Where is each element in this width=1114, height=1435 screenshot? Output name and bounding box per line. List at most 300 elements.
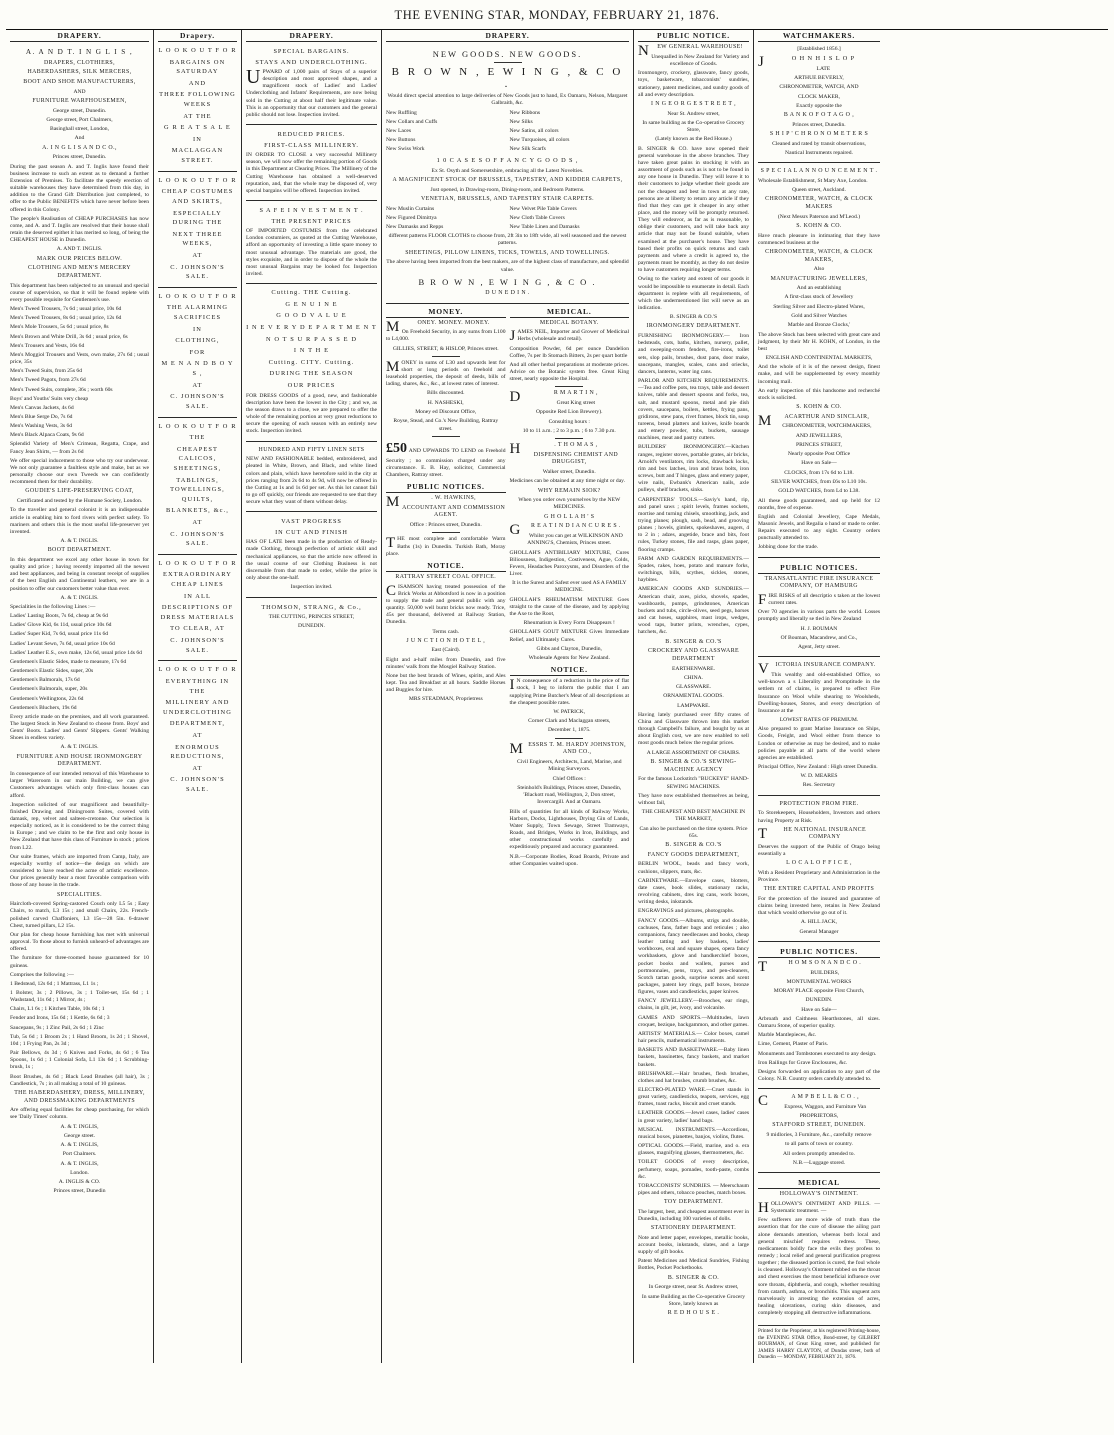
reduced-prices-head: REDUCED PRICES.: [277, 131, 346, 139]
sec-1-tail: To the traveller and general colonist it is an indispensable article in enabling him to ford rivers with perfect safety. To mariners and others this is the most useful life-preserver yet invented.: [10, 507, 149, 535]
sec-4-text-2: Our plan for cheap house furnishing has met with universal approval. To those about to furnish unheard-of advantages are offered.: [10, 931, 149, 953]
sec-0-item-1: Men's Tweed Trousers, 8s 6d ; usual price, 12s 6d: [10, 315, 122, 322]
column-4-drapery-wide: [382, 30, 634, 1363]
public-notices-header-left: PUBLIC NOTICES.: [386, 481, 506, 493]
ad-thomson-strang: [246, 600, 377, 636]
dropcap-t-2: T: [758, 825, 768, 842]
present-prices-head: THE PRESENT PRICES: [271, 217, 352, 225]
genuine-line-4: N O T S U R P A S S E D: [265, 335, 358, 343]
dr-martin-name: R M A R T I N ,: [553, 390, 598, 397]
safe-investment-body: OF IMPORTED COSTUMES from the celebrated London costumiers, as quoted at the Cutting Warehouse, afford an opportunity of investing a little spare money to most unusual advantage. The materials are good, the styles exquisite, and in order to dispose of the whole the most unusual Bargains may be looked for. Inspection invited.: [246, 228, 377, 277]
brushware: BRUSHWARE.—Hair brushes, flesh brushes, clothes and hat brushes, crumb brushes, &c.: [638, 1070, 749, 1084]
lookout-1-line-3: THREE FOLLOWING WEEKS: [159, 91, 236, 109]
signoff-7: Princes street, Dunedin: [53, 1188, 106, 1195]
local-office: L O C A L O F F I C E ,: [786, 860, 852, 867]
sec-0-item-6: Men's Tweed Suits, from 25s 6d: [10, 368, 82, 375]
thomson-line-3: DUNEDIN.: [805, 997, 833, 1004]
thomson-body: Arbroath and Caithness Hearthstones, all sizes. Oamaru Stone, of superior quality.: [758, 1016, 880, 1030]
sec-2-signature: A. & T. INGLIS.: [60, 594, 99, 601]
holloways-title-text: OLLOWAY'S OINTMENT AND PILLS. — Systematic treatment. —: [770, 1200, 880, 1215]
goods-left-0: New Ruffling: [386, 109, 417, 116]
hislop-sub: LATE: [816, 65, 831, 72]
column-3-header: DRAPERY.: [246, 30, 377, 42]
victoria-sig-2: W. D. MEARES: [800, 773, 838, 780]
farm-garden: FARM AND GARDEN REQUIREMENTS.—Spades, rakes, hoes, potato and manure forks, switchings, bills, scythes, sickles, stones, haybites.: [638, 555, 749, 584]
macarthur-line-1: AND JEWELLERS,: [795, 432, 843, 439]
lookout-1-line-2: AND: [188, 79, 207, 87]
fancy-goods-body: Ex St. Osyth and Somersetshire, embracing all the Latest Novelties.: [431, 167, 584, 174]
holloways-body: Few sufferers are more wide of truth than the assertion that for the cure of disease the ailing part alone demands attention, whereas both local and general mischief requires redress. These, medicaments boldly face the evils they profess to remedy ; local relief and general purification progress together ; the diseased portion is cured, the foul whole is cleansed. Holloway's Ointment rubbed on the throat and chest exercises the most beneficial influence over sore throats, diphtheria, and cough, whether resulting from catarrh, asthma, or bronchitis. This unguent acts marvelously in arresting the extension of acres, healing ulcerations, curing skin diseases, and completely stopping all destructive inflammations.: [758, 1217, 880, 1317]
victoria-sig: Principal Office, New Zealand : High street Dunedin.: [758, 764, 878, 771]
floor-cloths-body: different patterns FLOOR CLOTHS to choose from, 2ft 3in to 18ft wide, all well seasoned and the newest patterns.: [388, 233, 627, 247]
signoff-5: London.: [70, 1169, 89, 1176]
money-title: [386, 318, 506, 335]
genuine-body: FOR DRESS GOODS of a good, new, and fashionable description have been the lowest in the City ; and we, as the season draws to a close, we are prepared to offer the whole of the remaining portion at very great reductions to secure the opening of each season with an entirely new stock. Inspection invited.: [246, 392, 377, 435]
dr-martin-sub: Great King street: [556, 400, 596, 406]
column-2-drapery: [154, 30, 242, 1363]
macarthur-name: ACARTHUR AND SINCLAIR,: [784, 413, 870, 420]
hardy-johnston-nb: N.B.—Corporate Bodies, Road Boards, Private and other Companies waited upon.: [509, 853, 629, 867]
macarthur-line-2: PRINCES STREET,: [796, 441, 842, 448]
sec-4-item-3: Fender and Irons, 15s 6d ; 1 Kettle, 6s 6d ; 3: [10, 1015, 110, 1022]
ghollahs-head: G H O L L A H ' S: [544, 513, 595, 520]
column-3-drapery: [242, 30, 382, 1363]
crockery-tail-2: A LARGE ASSORTMENT OF CHAIRS.: [646, 749, 741, 756]
sewing-machine-tail-3: Can also be purchased on the time system. Price 65s.: [639, 825, 748, 839]
dropcap-m-5: M: [758, 412, 772, 429]
dropcap-j: J: [509, 328, 516, 345]
lookout-ad-5: [158, 557, 237, 661]
columns-container: [0, 30, 1114, 1363]
dropcap-m: M: [386, 318, 400, 335]
james-neil-body-2: And all other herbal preparations at moderate prices. Advice on the Botanic system free. Great King street, nearly opposite the Hospital.: [509, 361, 629, 383]
lookout-3-line-7: C. JOHNSON'S SALE.: [170, 393, 225, 410]
signoff-4: A. & T. INGLIS,: [60, 1160, 99, 1167]
national-sig: A. HILL JACK,: [800, 919, 838, 926]
transatlantic-title-text: IRE RISKS of all descriptio s taken at the lowest current rates.: [768, 592, 880, 607]
divider-3: [432, 436, 460, 437]
coal-office-sub: RATTRAY STREET COAL OFFICE.: [395, 573, 497, 580]
genuine-line-1: G E N U I N E: [285, 300, 338, 308]
sec-2-item-3: Ladies' Levant Sewn, 7s 6d, usual price 10s 6d: [10, 640, 115, 647]
dr-martin-hours: 10 to 11 a.m. ; 2 to 3 p.m. ; 6 to 7.30 p.m.: [522, 427, 616, 434]
genuine-line-8: OUR PRICES: [287, 382, 336, 389]
victoria-title: [758, 661, 880, 678]
notice-header-coal: NOTICE.: [386, 560, 506, 572]
fancy-goods-dept-head: B. SINGER & CO.'S: [665, 842, 722, 849]
divider-5: [555, 386, 583, 387]
thomson-tail-2: DUNEDIN.: [298, 623, 325, 630]
ad-brown-ewing: [386, 44, 629, 304]
sec-0-item-11: Men's Blue Serge Do, 7s 6d: [10, 414, 73, 421]
divider: [494, 62, 522, 63]
kohn-body-17: An early inspection of this handsome and recherché stock is solicited.: [758, 387, 880, 401]
thomson-signature: THOMSON, STRANG, & Co.,: [261, 603, 362, 611]
lookout-4-line-1: THE: [189, 434, 206, 442]
transatlantic-title: [758, 593, 880, 607]
junction-hotel-tail: None but the best brands of Wines, spirits, and Ales kept. Tea and Breakfast at all hours. Saddle Horses and Buggies for hire.: [386, 673, 506, 694]
sec-2-sub: Specialities in the following Lines :—: [10, 603, 96, 610]
hislop-line-1: CHRONOMETER, WATCH, AND: [779, 84, 859, 91]
public-notices-header: PUBLIC NOTICES.: [758, 562, 880, 574]
crockery-tail: Having lately purchased over fifty crates of China and Glassware thrown into this market through Campbell's failure, and bought by us at about English cost, we are now enabled to sell most goods much below the regular prices.: [638, 711, 749, 747]
campbell-line-4: to all parts of town or country.: [785, 1141, 853, 1148]
goods-left-2: New Laces: [386, 127, 412, 134]
sec-3-text-2: .Inspection solicited of our magnificent and beautifully-finished Drawing and Diningroom Suites, covered with damask, rep, velvet and salteen-cretonne. Our selection is especially noticed, as it is considered to be the correct thing in Europe ; and we claim to be the first and only house in New Zealand that have this class of Furniture in stock ; prices from L22.: [10, 801, 149, 851]
hardy-johnston-tail-2: Steinhold's Buildings, Princes street, Dunedin, 'Blackott road, Wellington, 2, Don street, Invercargill. And at Oamaru.: [517, 784, 622, 806]
signoff-3: Port Chalmers.: [62, 1151, 97, 1158]
ad-vast-progress: [246, 514, 377, 597]
sec-4-item-0: 1 Bedstead, 12s 6d ; 1 Mattrass, L1 1s ;: [10, 980, 99, 987]
hislop-line-8: Nautical Instruments repaired.: [785, 149, 853, 156]
lookout-3-line-4: FOR: [189, 348, 206, 356]
cures-item-4: GHOLLAH'S GOUT MIXTURE Gives Immediate Relief, and Ultimately Cures.: [509, 629, 629, 643]
linen-sets-head: HUNDRED AND FIFTY LINEN SETS: [258, 446, 365, 453]
cures-item-0: GHOLLAH'S ANTIBILIARY MIXTURE, Cures Biliousness, Indigestion, Costiveness, Ague, Colds, Fevers, Headaches Paroxysms, and Disorders of the Liver.: [509, 549, 629, 578]
lookout-5-line-2: IN ALL: [183, 592, 211, 600]
column-5-public-notice: [634, 30, 754, 1363]
campbell-body: N.B.—Luggage stored.: [792, 1159, 846, 1166]
lookout-5-line-1: EXTRAORDINARY CHEAP LINES: [163, 571, 232, 589]
ad-victoria-insurance: [758, 659, 880, 795]
holloways-title: [758, 1201, 880, 1215]
crockery-head: B. SINGER & CO.'S: [665, 638, 722, 645]
national-name: HE NATIONAL INSURANCE COMPANY: [783, 826, 867, 841]
thomson-line-0: BUILDERS,: [810, 969, 840, 976]
patrick-sig-3: December 1, 1875.: [547, 727, 591, 734]
h-thomas-sub-2: Walker street, Dunedin.: [542, 469, 596, 476]
indian-cures-name: R E A T I N D I A N C U R E S .: [530, 523, 621, 530]
ad-holloways: [758, 1175, 880, 1322]
h-thomas-tail: Medicines can be obtained at any time night or day.: [509, 478, 626, 485]
hawkins-sub: ACCOUNTANT AND COMMISSION AGENT.: [402, 504, 506, 519]
lookout-1-line-6: IN: [193, 135, 202, 143]
transatlantic-body-2: Over 70 agencies in various parts the world. Losses promptly and liberally se tled in New Zealand: [758, 609, 880, 623]
dr-martin-sub-2: Opposite Red Lion Brewery).: [536, 409, 603, 416]
hardy-johnston-name: ESSRS T. M. HARDY JOHNSTON, AND CO.,: [528, 741, 627, 756]
kohn-sig-2: S. KOHN & CO.: [796, 404, 842, 411]
sec-1-text: Certificated and tested by the Humane Society, London.: [16, 498, 143, 505]
engravings: ENGRAVINGS and pictures, photographs.: [638, 908, 735, 915]
new-goods-lists: [386, 110, 629, 156]
sec-4-item-4: Saucepans, 9s ; 1 Zinc Pail, 2s 6d ; 1 Zinc: [10, 1024, 104, 1031]
macarthur-line-7: GOLD WATCHES, from Ld to L38.: [778, 488, 860, 495]
lookout-6-line-6: AT: [192, 764, 203, 772]
james-neil-title: [510, 329, 630, 343]
carpets-body: Just opened, in Drawing-room, Dining-room, and Bedroom Patterns.: [430, 186, 585, 193]
reduced-prices-body: IN ORDER TO CLOSE a very successful Millinery season, we will now offer the remaining portion of Goods in this Department at Clearing Prices. The Millinery of the Cutting Warehouse has obtained a well-deserved reputation, and, that the whole may be disposed of, very special bargains will be offered. Inspection invited.: [246, 152, 378, 194]
crockery-item-3: ORNAMENTAL GOODS.: [663, 693, 724, 700]
american-goods: AMERICAN GOODS AND SUNDRIES.—American chair, axes, picks, shovels, spades, washboards, pumps, grindstones, American buckets and tubs, circle-olives, seed pegs, horses and cat hoses, sapphires, mast irops, wedges, wood taps, butter prints, wrenches, cypes, hatchets, &c.: [638, 586, 749, 636]
lookout-4-line-5: AT: [192, 518, 203, 526]
inglis-title-3: HABERDASHERS, SILK MERCERS,: [27, 69, 132, 76]
stationery-body: Note and letter paper, envelopes, metallic books, account books, inkstands, slates, and a large supply of gift books.: [638, 1234, 749, 1256]
kohn-body-5: Have much pleasure in intimating that they have commenced business at the: [758, 232, 880, 246]
sec-4-tail-2: Are offering equal facilities for cheap purchasing, for which see 'Daily Times' column.: [10, 1107, 149, 1121]
singer-signature: B. SINGER & CO.'S: [669, 314, 718, 321]
carpets-head: A MAGNIFICENT STOCK OF BRUSSELS, TAPESTRY, AND KIDDER CARPETS,: [392, 177, 623, 184]
thomson-line-1: MONTUMENTAL WORKS: [786, 978, 852, 985]
stationery-tail: Patent Medicines and Medical Sundries, Fishing Bottles, Pocket Pocketbooks.: [638, 1258, 749, 1272]
kohn-body-11: Sterling Silver and Electro-plated Wares,: [773, 303, 865, 310]
macarthur-body-18: All these goods guaranteed, and up held for 12 months, free of expense.: [758, 497, 880, 511]
money-signature: GILLIES, STREET, & HISLOP, Princes street.: [392, 345, 499, 352]
money-body: On Freehold Security, in any sums from L100 to L4,000.: [386, 329, 506, 343]
campbell-line-1: PROPRIETORS,: [799, 1113, 839, 1120]
thomson-body-4: Monuments and Tombstones executed to any design.: [758, 1050, 877, 1057]
sec-4-sub: Comprises the following :—: [10, 971, 74, 978]
goods-right-1: New Silks: [509, 118, 533, 125]
ad-genuine-value: [246, 286, 377, 441]
sec-0-item-9: Boys' and Youths' Suits very cheap: [10, 395, 89, 402]
protection-fire-head: PROTECTION FROM FIRE.: [779, 800, 859, 807]
dropcap-m-4: M: [509, 740, 524, 757]
campbell-line-5: All orders promptly attended to.: [783, 1150, 855, 1157]
national-body-2: Deserves the support of the Public of Otago being essentially a: [758, 844, 880, 858]
lookout-4-line-0: L O O K O U T F O R: [158, 422, 237, 430]
lookout-2-line-5: C. JOHNSON'S SALE.: [170, 263, 225, 281]
money-2-sig-4: Royse, Stead, and Co.'s New Building, Rattray street.: [393, 418, 499, 432]
singer-final-body: In George street, near St. Andrew street,: [648, 1284, 739, 1291]
dropcap-h-2: H: [758, 1199, 769, 1216]
inglis-sub-4: And: [74, 135, 85, 142]
lookout-6-line-4: AT: [192, 731, 203, 739]
goods-right-4: New Silk Scarfs: [509, 146, 546, 153]
sec-1-head: GOUDIE'S LIFE-PRESERVING COAT,: [25, 488, 134, 495]
lookout-3-line-6: AT: [192, 381, 203, 389]
goods-left-4: New Swiss Work: [386, 146, 425, 153]
ad-campbell-co: [758, 1091, 880, 1173]
macarthur-line-0: CHRONOMETER, WATCHMAKERS,: [782, 423, 872, 430]
lookout-3-line-2: IN: [193, 325, 202, 333]
lookout-ad-1: [158, 44, 237, 172]
sec-0-item-8: Men's Tweed Suits, complete, 36s ; worth 60s: [10, 386, 113, 393]
lookout-6-line-0: L O O K O U T F O R: [158, 666, 237, 674]
hawkins-title: [386, 494, 506, 511]
macarthur-line-3: Nearly opposite Post Office: [787, 451, 851, 458]
musical-instruments: MUSICAL INSTRUMENTS.—Accordions, musical boxes, pianettes, banjos, violins, flutes.: [638, 1126, 749, 1140]
special-bargains-head: SPECIAL BARGAINS.: [273, 48, 350, 55]
macarthur-body-20: Jobbing done for the trade.: [758, 544, 819, 551]
george-street-sub: Near St. Andrew street,: [667, 110, 720, 117]
campbell-name: A M P B E L L & C O . ,: [791, 1094, 860, 1101]
new-warehouse-name: EW GENERAL WAREHOUSE!: [657, 44, 744, 50]
goods-right-0: New Ribbons: [509, 109, 541, 116]
sec-0-item-13: Men's Black Alpaca Coats, 9s 6d: [10, 432, 84, 439]
campbell-line-2: STAFFORD STREET, DUNEDIN.: [772, 1122, 866, 1129]
patrick-sig-2: Corner Clark and Maclaggan streets,: [528, 718, 611, 725]
hardy-johnston-sub: Civil Engineers, Architects, Land, Marine, and Mining Surveyors.: [516, 759, 622, 773]
turkish-bath-body: [386, 536, 506, 557]
dropcap-d: D: [509, 389, 521, 406]
curtains-left-0: New Muslin Curtains: [386, 205, 435, 212]
sec-0-item-10: Men's Canvas Jackets, 4s 6d: [10, 404, 74, 411]
sec-2-item-7: Gentlemen's Balmorals, 17s 6d: [10, 677, 80, 684]
sec-0-item-14: Splendid Variety of Men's Crimean, Regatta, Crape, and Fancy Jean Shirts, — from 2s 6d: [10, 441, 149, 455]
transatlantic-name: TRANSATLANTIC FIRE INSURANCE COMPANY, OF HAMBURG: [764, 575, 874, 590]
inglis-sub-3: Basinghall street, London,: [49, 126, 110, 133]
furnishing-ironmongery: FURNISHING IRONMONGERY.— Iron bedsteads, cots, baths, kitchen, nursery, pallet, and sweeping-room fenders, fire-irons, toilet sets, slop pails, brushes, dust pans, door make, saucepans, mangles, scales, cans and oriecks, dancers, lanterns, water ing cans.: [638, 333, 749, 375]
curtains-left-1: New Figured Dimittya: [386, 214, 437, 221]
hawkins-tail: Office : Princes street, Dunedin.: [409, 522, 482, 529]
ad-thomson-builders: [758, 944, 880, 1089]
sec-4-text: Haircloth-covered Spring-castored Couch only L5 5s ; Easy Chairs, to match, L3 15s ; and small Chairs, 22s. French-polished carved Chaffoniers, L3 15s—28 5in. 6-drawer Chest, turned pillars, L2 15s.: [10, 901, 149, 929]
inglis-sub-1: George street, Dunedin.: [52, 107, 107, 114]
lookout-2-line-1: CHEAP COSTUMES AND SKIRTS,: [161, 188, 234, 205]
stationery-dept-head: STATIONERY DEPARTMENT.: [650, 1225, 737, 1232]
crockery-item-2: GLASSWARE.: [676, 684, 711, 691]
genuine-line-3: I N E V E R Y D E P A R T M E N T: [246, 323, 377, 331]
divider-7: [555, 738, 583, 739]
lookout-1-line-4: AT THE: [183, 112, 212, 120]
sec-4-item-5: Tub, 5s 6d ; 1 Broom 2s ; 1 Hand Broom, 1s 2d ; 1 Shovel, 10d ; 1 Frying Pan, 2s 3d ;: [10, 1033, 149, 1047]
sec-0-text: This department has been subjected to an unusual and special course of supervision, so that it will be found replete with every possible requisite for Gentlemen's use.: [10, 282, 149, 303]
money-2-body: [386, 360, 506, 389]
sewing-machine-head: B. SINGER & CO.'S SEWING-MACHINE AGENCY: [650, 758, 737, 773]
kohn-body-9: And an establishing: [796, 285, 842, 292]
dropcap-m-3: M: [386, 494, 400, 511]
lookout-6-line-5: ENORMOUS REDUCTIONS,: [170, 743, 225, 761]
sec-2-item-10: Gentlemen's Bluchers, 19s 6d: [10, 704, 77, 711]
sec-2-item-4: Ladies' Leather E.S., own make, 12s 6d, usual price 14s 6d: [10, 649, 142, 656]
new-goods-right: [510, 110, 630, 156]
money-header: MONEY.: [386, 306, 506, 318]
kohn-body-15: ENGLISH AND CONTINENTAL MARKETS,: [765, 355, 873, 361]
campbell-line-3: 9 midlories, 3 Furniture, &c., carefully remove: [766, 1132, 872, 1139]
macarthur-line-4: Have on Sale—: [801, 460, 837, 467]
fancy-goods-list: FANCY GOODS.—Albums, strigs and double, cachuses, fans, father bags and reticules ; also companions, fancy needlecases and books, cheap leather tatting and key baskets, ladies' workboxes, oval and square shapes, opera fancy workbaskets, glove and handkerchief boxes, pocket books and wallets, purses and portmonnaies, pens, trays, and pen-cleaners, Scotch tartan goods, surprise scents and scent packages, patent key rings, puff boxes, bronze figures, vases and candlesticks, paper knives.: [638, 917, 749, 996]
lookout-1-line-1: BARGAINS ON SATURDAY: [169, 58, 226, 76]
lookout-ad-4: [158, 420, 237, 555]
ad-special-bargains: [246, 44, 377, 125]
sec-1-signature: A. & T. INGLIS.: [60, 537, 99, 544]
hawkins-name: . W. HAWKINS,: [431, 495, 477, 502]
safe-investment-head: S A F E I N V E S T M E N T .: [259, 207, 364, 215]
patrick-sig: W. PATRICK,: [553, 708, 586, 715]
lookout-4-line-4: BLANKETS, &c.,: [166, 507, 229, 515]
hislop-name: O H N H I S L O P: [791, 55, 856, 63]
money-2-sig-3: Money ed Discount Office,: [415, 408, 477, 415]
fifty-pounds-body: [386, 440, 506, 479]
vast-progress-body: HAS OF LATE been made in the production of Ready-made Clothing, through perfection of artistic skill and mechanical appliances, so that the article now offered in the usual course of our Clothing Business is not discernable from that made to order, while the price is only about the one-half.: [246, 539, 377, 582]
new-medicines-body: When you order own yourselves by the NEW MEDICINES.: [518, 497, 621, 511]
hislop-line-5: Princes street, Dunedin.: [792, 121, 846, 128]
patrick-body: [510, 678, 630, 707]
sewing-machine-tail-2: THE CHEAPEST AND BEST MACHINE IN THE MARKET,: [641, 809, 746, 823]
optical-goods: OPTICAL GOODS.—Field, marine, and o. era glasses, magnifying glasses, thermometers, &c.: [638, 1143, 749, 1157]
kohn-body-3: CHRONOMETER, WATCH, & CLOCK MAKERS: [765, 196, 873, 210]
national-body-5: THE ENTIRE CAPITAL AND PROFITS: [763, 886, 875, 893]
inglis-sub-6: Princes street, Dunedin.: [52, 154, 107, 161]
lookout-5-line-0: L O O K O U T F O R: [158, 559, 237, 567]
brown-ewing-city: D U N E D I N .: [485, 289, 530, 296]
singer-final-body-2: In same Building as the Co-operative Grocery Store, lately known as: [641, 1293, 746, 1307]
dropcap-h: H: [509, 441, 521, 458]
lookout-2-line-4: AT: [192, 251, 203, 259]
signoff-0: A. & T. INGLIS,: [60, 1123, 99, 1130]
vast-progress-tail: Inspection invited.: [290, 584, 333, 591]
sec-0-tail: We offer special inducement to those who try our underwear. We not only guarantee a faultless style and make, but as we personally choose our own Tweeds we can confidently recommend them for their durability.: [10, 457, 149, 486]
ad-national-insurance: [758, 798, 880, 942]
crockery-item-4: LAMPWARE.: [677, 702, 710, 709]
kohn-body-13: Marble and Bronze Clocks,': [787, 322, 851, 329]
money-2-sig-2: H. NASHESKI,: [427, 399, 464, 406]
builders-ironmongery: BUILDERS' IRONMONGERY.—Kitchen ranges, register stoves, portable grates, air bricks, Arnold's ventilators, rim locks, drawback locks, rim and box latches, iron and brass bolts, iron screws, butt and T hinges, glass and emery paper, wire nails, Ewbank's American nails, axle pulleys, shelf brackets, sinks.: [638, 444, 749, 494]
ad-john-hislop: [758, 44, 880, 163]
column-1-drapery: [6, 30, 154, 1363]
games-sports: GAMES AND SPORTS.—Multitudes, lawn croquet, bezique, backgammon, and other games.: [638, 1014, 749, 1028]
kohn-body-4: (Next Messrs Paterson and M'Leod.): [777, 213, 861, 220]
curtains-lists: [386, 206, 629, 233]
brown-ewing-brand: B R O W N , E W I N G , & C O .: [391, 66, 624, 90]
subcolumn-money: [386, 306, 506, 870]
divider-6: [555, 438, 583, 439]
national-title: [758, 827, 880, 842]
dropcap-g: G: [509, 522, 521, 539]
h-thomas-sub: DISPENSING CHEMIST AND DRUGGIST,: [533, 451, 619, 466]
dropcap-t-3: T: [758, 959, 768, 976]
money-title-text: ONEY. MONEY. MONEY.: [417, 319, 490, 326]
tobacconists-sundries: TOBACCONISTS' SUNDRIES. — Meerschaum pipes and others, tobacco pouches, match boxes.: [638, 1182, 749, 1197]
sec-2-item-2: Ladies' Super Kid, 7s 6d, usual price 11s 6d: [10, 631, 109, 638]
sec-0-item-12: Men's Washing Vests, 3s 6d: [10, 423, 73, 430]
lookout-4-line-3: TABLINGS, TOWELLINGS, QUILTS,: [170, 476, 225, 503]
carpenters-tools: CARPENTERS' TOOLS.—Saviy's hand, rip, and panel saws ; spirit levels, frames sockets, mortise and turning chisels, smoothing, jack, and trying planes; plough, sash, bead, and grooving planes ; hovels, gimlets, spokeshaves, augers, 4 to 2 in ; adzes, angetide, brace and bits, foot rules, Turkey stones, file and rasps, glass paper, flooring cramps.: [638, 496, 749, 553]
indian-cures-body: Whilst you can get at WILKINSON AND ANNING'S, Chemists, Princes street.: [527, 533, 623, 547]
goods-right-2: New Satins, all colors: [509, 127, 559, 134]
inglis-title-5: AND: [73, 88, 86, 95]
sec-4-item-6: Pair Bellows, 4s 3d ; 6 Knives and Forks, 4s 6d ; 6 Tea Spoons, 1s 6d ; 1 Colonial Sofa, L1 13s 6d ; 1 Scrubbing-brush, 1s ;: [10, 1050, 149, 1071]
coal-tail: Terms cash.: [432, 628, 460, 635]
inglis-title-6: FURNITURE WARFHOUSEMEN,: [32, 98, 127, 104]
cures-item-2: GHOLLAH'S RHEUMATISM MIXTURE Goes straight to the cause of the disease, and by applying the Axe to the Root,: [509, 596, 629, 618]
genuine-line-7: DURING THE SEASON: [269, 370, 354, 378]
sec-2-item-0: Ladies' Lasting Boots, 7s 6d, cheap at 9s 6d: [10, 613, 108, 620]
subcolumn-medical: [510, 306, 630, 870]
ironmongery-dept-head: IRONMONGERY DEPARTMENT.: [646, 323, 741, 330]
lookout-1-line-5: G R E A T S A L E: [164, 124, 231, 132]
h-thomas-name: . T H O M A S ,: [554, 442, 598, 449]
dropcap-m-2: M: [386, 358, 400, 375]
james-neil-body: Composition Powder, 6d per ounce Dandelion Coffee, 7s per lb Stomach Bitters, 2s per quart bottle: [509, 345, 629, 359]
thomson-co-name: H O M S O N A N D C O .: [788, 960, 862, 967]
toilet-goods: TOILET GOODS of every description, perfumery, soaps, pomades, tooth-paste, combs &c.: [638, 1159, 749, 1180]
dropcap-u: U: [246, 66, 261, 88]
warehouse-body-3: B. SINGER & CO. have now opened their general warehouse in the above branches. They have taken great pains in stocking it with an assortment of goods such as is not to be found in any one house in Dunedin. They will leave it to their customers to judge whether their goods are not the cheapest and best in town at any rate, persons are at liberty to return any article if they find that they can get it cheaper in any other place, and the money will be promptly returned. They will endeavor, as far as is reasonable, to oblige their customers, and will take back any article that may not be found suitable, when examined at the purchaser's house. They have based their profits on quick returns and cash payments and where a credit is agreed to, the payments must be monthly, as they do not desire to have customers requiring longer terms.: [638, 145, 749, 274]
amount-50: £50: [386, 440, 407, 456]
brown-ewing-brand-2: B R O W N , E W I N G , & C O .: [418, 276, 597, 287]
sec-4-head: SPECIALITIES.: [57, 891, 102, 898]
coal-text: ISAMSON having treated possession of the Brick Works at Abbotsford is now in a position to supply the trade and general public with any quantity. 50,000 well burnt bricks now ready. Trice, 45s per thousand, delivered at Railway Station, Dunedin.: [386, 583, 506, 626]
fancy-goods-head: 1 0 C A S E S O F F A N C Y G O O D S ,: [436, 157, 579, 165]
lookout-4-line-2: CHEAPEST CALICOS, SHEETINGS,: [173, 445, 222, 472]
dropcap-f: F: [758, 591, 767, 608]
macarthur-line-6: SILVER WATCHES, from £6s to L10 10s.: [771, 478, 867, 485]
hislop-line-3: Exactly opposite the: [796, 102, 842, 109]
goods-right-3: New Turquoises, all colors: [509, 137, 570, 143]
sec-2-tail: Every article made on the premises, and all work guaranteed. The largest Stock in New Zealand to choose from. Boys' and Gents' Boots. Ladies' and Gents' Slippers. Gents' Walking Shoes in endless variety.: [10, 713, 149, 742]
lookout-4-line-6: C. JOHNSON'S SALE.: [170, 530, 225, 548]
holloways-head: HOLLOWAY'S OINTMENT.: [779, 1191, 859, 1198]
national-body-6: For the protection of the insured and guarantee of claims being invested here, retains in New Zealand that which would otherwise go out of it.: [758, 896, 880, 917]
lookout-6-line-2: MILLINERY AND UNDERCLOTHING: [163, 699, 232, 716]
ad-linen-sets: [246, 444, 377, 513]
special-bargains-text: PWARD of 1,000 pairs of Stays of a superior description and most approved shapes, and a magnificent stock of Ladies' and Ladies' Underclothing and Infants' Requirements, are now being sold in the Cutting at about half their legitimate value. This is an opportunity that our customers and the general public should not lose. Inspection invited.: [246, 69, 377, 118]
hardy-johnston-tail: Chief Offices :: [552, 775, 586, 782]
victoria-body-2: LOWEST RATES OF PREMIUM.: [779, 716, 859, 723]
imprint: Printed for the Proprietor, at his registered Printing-house, the EVENING STAR Office, Bond-street, by GILBERT BOURMAN, of Great King street, and published for JAMES HARRY CLAYTON, of Dundas street, both of Dunedin — MONDAY, FEBRUARY 21, 1876.: [758, 1325, 880, 1361]
dropcap-v: V: [758, 661, 770, 678]
